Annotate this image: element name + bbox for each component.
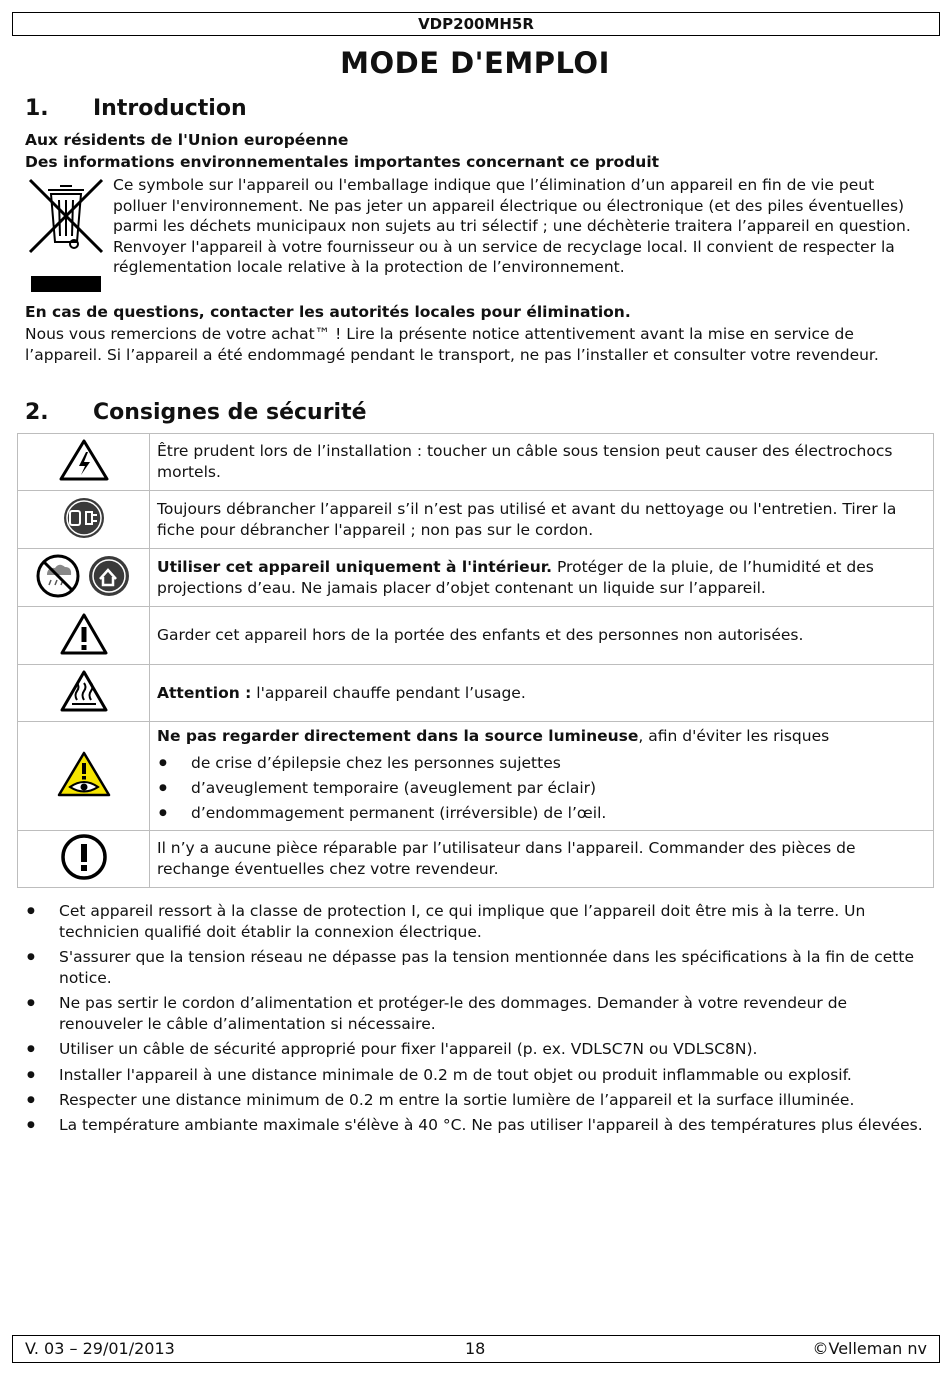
- list-item: ● Ne pas sertir le cordon d’alimentation et protéger-le des dommages. Demander à votre revendeur de renouveler le câble d’alimentation si nécessaire.: [25, 993, 930, 1035]
- safety-text-rest: , afin d'éviter les risques: [638, 727, 830, 745]
- safety-row: [18, 830, 934, 887]
- safety-row: [18, 549, 934, 607]
- safety-row: [18, 434, 934, 491]
- page-footer: [12, 1335, 940, 1363]
- safety-text: [150, 665, 934, 722]
- section-title: Introduction: [93, 96, 247, 121]
- list-item: ● La température ambiante maximale s'élève à 40 °C. Ne pas utiliser l'appareil à des températures plus élevées.: [25, 1115, 930, 1136]
- section-title: Consignes de sécurité: [93, 400, 367, 425]
- questions-note: En cas de questions, contacter les autorités locales pour élimination.: [25, 303, 631, 321]
- indoor-only-icon: [86, 553, 132, 599]
- thanks-paragraph: Nous vous remercions de votre achat™ ! Lire la présente notice attentivement avant la mise en service de l’appareil. Si l’appareil a été endommagé pendant le transport, ne pas l’installer et consulter votre revendeur.: [25, 325, 879, 364]
- safety-text-bold: Utiliser cet appareil uniquement à l'intérieur.: [157, 557, 553, 576]
- section-number: 1.: [25, 96, 49, 121]
- safety-icon-cell: [18, 665, 150, 722]
- section-heading-introduction: [25, 96, 247, 121]
- safety-text-rest: l'appareil chauffe pendant l’usage.: [251, 683, 526, 702]
- safety-text: Toujours débrancher l’appareil s’il n’est pas utilisé et avant du nettoyage ou l'entretien. Tirer la fiche pour débrancher l'appareil ; non pas sur le cordon.: [150, 491, 934, 549]
- list-item: ● Cet appareil ressort à la classe de protection I, ce qui implique que l’appareil doit être mis à la terre. Un technicien qualifié doit établir la connexion électrique.: [25, 901, 930, 943]
- list-item: ● de crise d’épilepsie chez les personnes sujettes: [157, 751, 925, 776]
- eye-hazard-icon: [56, 750, 112, 798]
- safety-text: [150, 722, 934, 831]
- footer-page-number: 18: [465, 1339, 486, 1358]
- footer-copyright: ©Velleman nv: [812, 1339, 927, 1358]
- safety-icon-cell: [18, 722, 150, 831]
- safety-row: [18, 665, 934, 722]
- safety-text: [150, 549, 934, 607]
- header-model: VDP200MH5R: [12, 12, 940, 36]
- safety-text: Garder cet appareil hors de la portée des enfants et des personnes non autorisées.: [150, 607, 934, 665]
- page-title: MODE D'EMPLOI: [340, 46, 610, 80]
- safety-text-bold: Ne pas regarder directement dans la source lumineuse: [157, 727, 639, 745]
- list-item: ● Respecter une distance minimum de 0.2 m entre la sortie lumière de l’appareil et la surface illuminée.: [25, 1090, 930, 1111]
- section-number: 2.: [25, 400, 49, 425]
- unplug-icon: [62, 496, 106, 540]
- safety-row: [18, 722, 934, 831]
- eye-risk-list: [157, 751, 925, 826]
- safety-text: Être prudent lors de l’installation : toucher un câble sous tension peut causer des électrochocs mortels.: [150, 434, 934, 491]
- footer-version: V. 03 – 29/01/2013: [25, 1339, 175, 1358]
- safety-bullet-list: [25, 901, 930, 1140]
- safety-text-bold: Attention :: [157, 683, 252, 702]
- safety-icon-cell: [18, 434, 150, 491]
- eu-residents-heading: Aux résidents de l'Union européenne: [25, 131, 349, 149]
- safety-icon-cell: [18, 607, 150, 665]
- general-warning-icon: [59, 612, 109, 656]
- safety-text: Il n’y a aucune pièce réparable par l’utilisateur dans l'appareil. Commander des pièces de rechange éventuelles chez votre revendeur.: [150, 830, 934, 887]
- list-item: ● Utiliser un câble de sécurité approprié pour fixer l'appareil (p. ex. VDLSC7N ou VDLSC8N).: [25, 1039, 930, 1060]
- exclamation-icon: [60, 833, 108, 881]
- safety-icon-cell: [18, 549, 150, 607]
- safety-row: [18, 491, 934, 549]
- electric-shock-warning-icon: [58, 438, 110, 482]
- env-info-heading: Des informations environnementales importantes concernant ce produit: [25, 153, 660, 171]
- hot-surface-icon: [59, 669, 109, 713]
- list-item: ● d’endommagement permanent (irréversible) de l’œil.: [157, 801, 925, 826]
- safety-text-rest: Protéger de la pluie, de l’humidité et des projections d’eau. Ne jamais placer d’objet contenant un liquide sur l’appareil.: [157, 557, 874, 597]
- no-rain-icon: [35, 553, 81, 599]
- list-item: ● S'assurer que la tension réseau ne dépasse pas la tension mentionnée dans les spécifications à la fin de cette notice.: [25, 947, 930, 989]
- weee-crossed-bin-icon: [26, 176, 106, 294]
- weee-text: Ce symbole sur l'appareil ou l'emballage indique que l’élimination d’un appareil en fin de vie peut polluer l'environnement. Ne pas jeter un appareil électrique ou électronique (et des piles éventuelles) parmi les déchets municipaux non sujets au tri sélectif ; une déchèterie traitera l’appareil en question. Renvoyer l'appareil à votre fournisseur ou à un service de recyclage local. Il convient de respecter la réglementation locale relative à la protection de l’environnement.: [113, 176, 911, 277]
- section-heading-safety: [25, 400, 367, 425]
- safety-icon-cell: [18, 830, 150, 887]
- safety-icon-cell: [18, 491, 150, 549]
- list-item: ● d’aveuglement temporaire (aveuglement par éclair): [157, 776, 925, 801]
- safety-table: [17, 433, 934, 888]
- list-item: ● Installer l'appareil à une distance minimale de 0.2 m de tout objet ou produit inflammable ou explosif.: [25, 1065, 930, 1086]
- safety-row: [18, 607, 934, 665]
